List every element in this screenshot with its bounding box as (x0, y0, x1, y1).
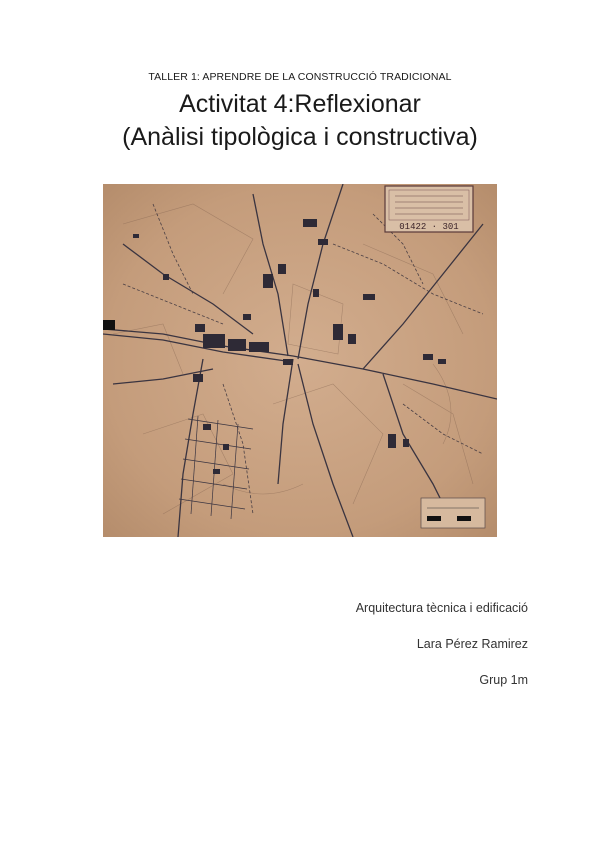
historic-map-image (103, 184, 497, 537)
archive-stamp (385, 186, 473, 232)
page-subtitle: (Anàlisi tipològica i constructiva) (122, 123, 478, 151)
group-label: Grup 1m (479, 673, 528, 687)
stamp-number: 01422 · 301 (399, 222, 459, 232)
edge-mark (103, 320, 115, 330)
degree-label: Arquitectura tècnica i edificació (355, 601, 528, 615)
author-name: Lara Pérez Ramirez (416, 637, 528, 651)
page-title: Activitat 4:Reflexionar (179, 90, 421, 118)
map-paper (103, 184, 497, 537)
scale-legend (421, 498, 485, 528)
course-header: TALLER 1: APRENDRE DE LA CONSTRUCCIÓ TRADICIONAL (148, 71, 452, 83)
